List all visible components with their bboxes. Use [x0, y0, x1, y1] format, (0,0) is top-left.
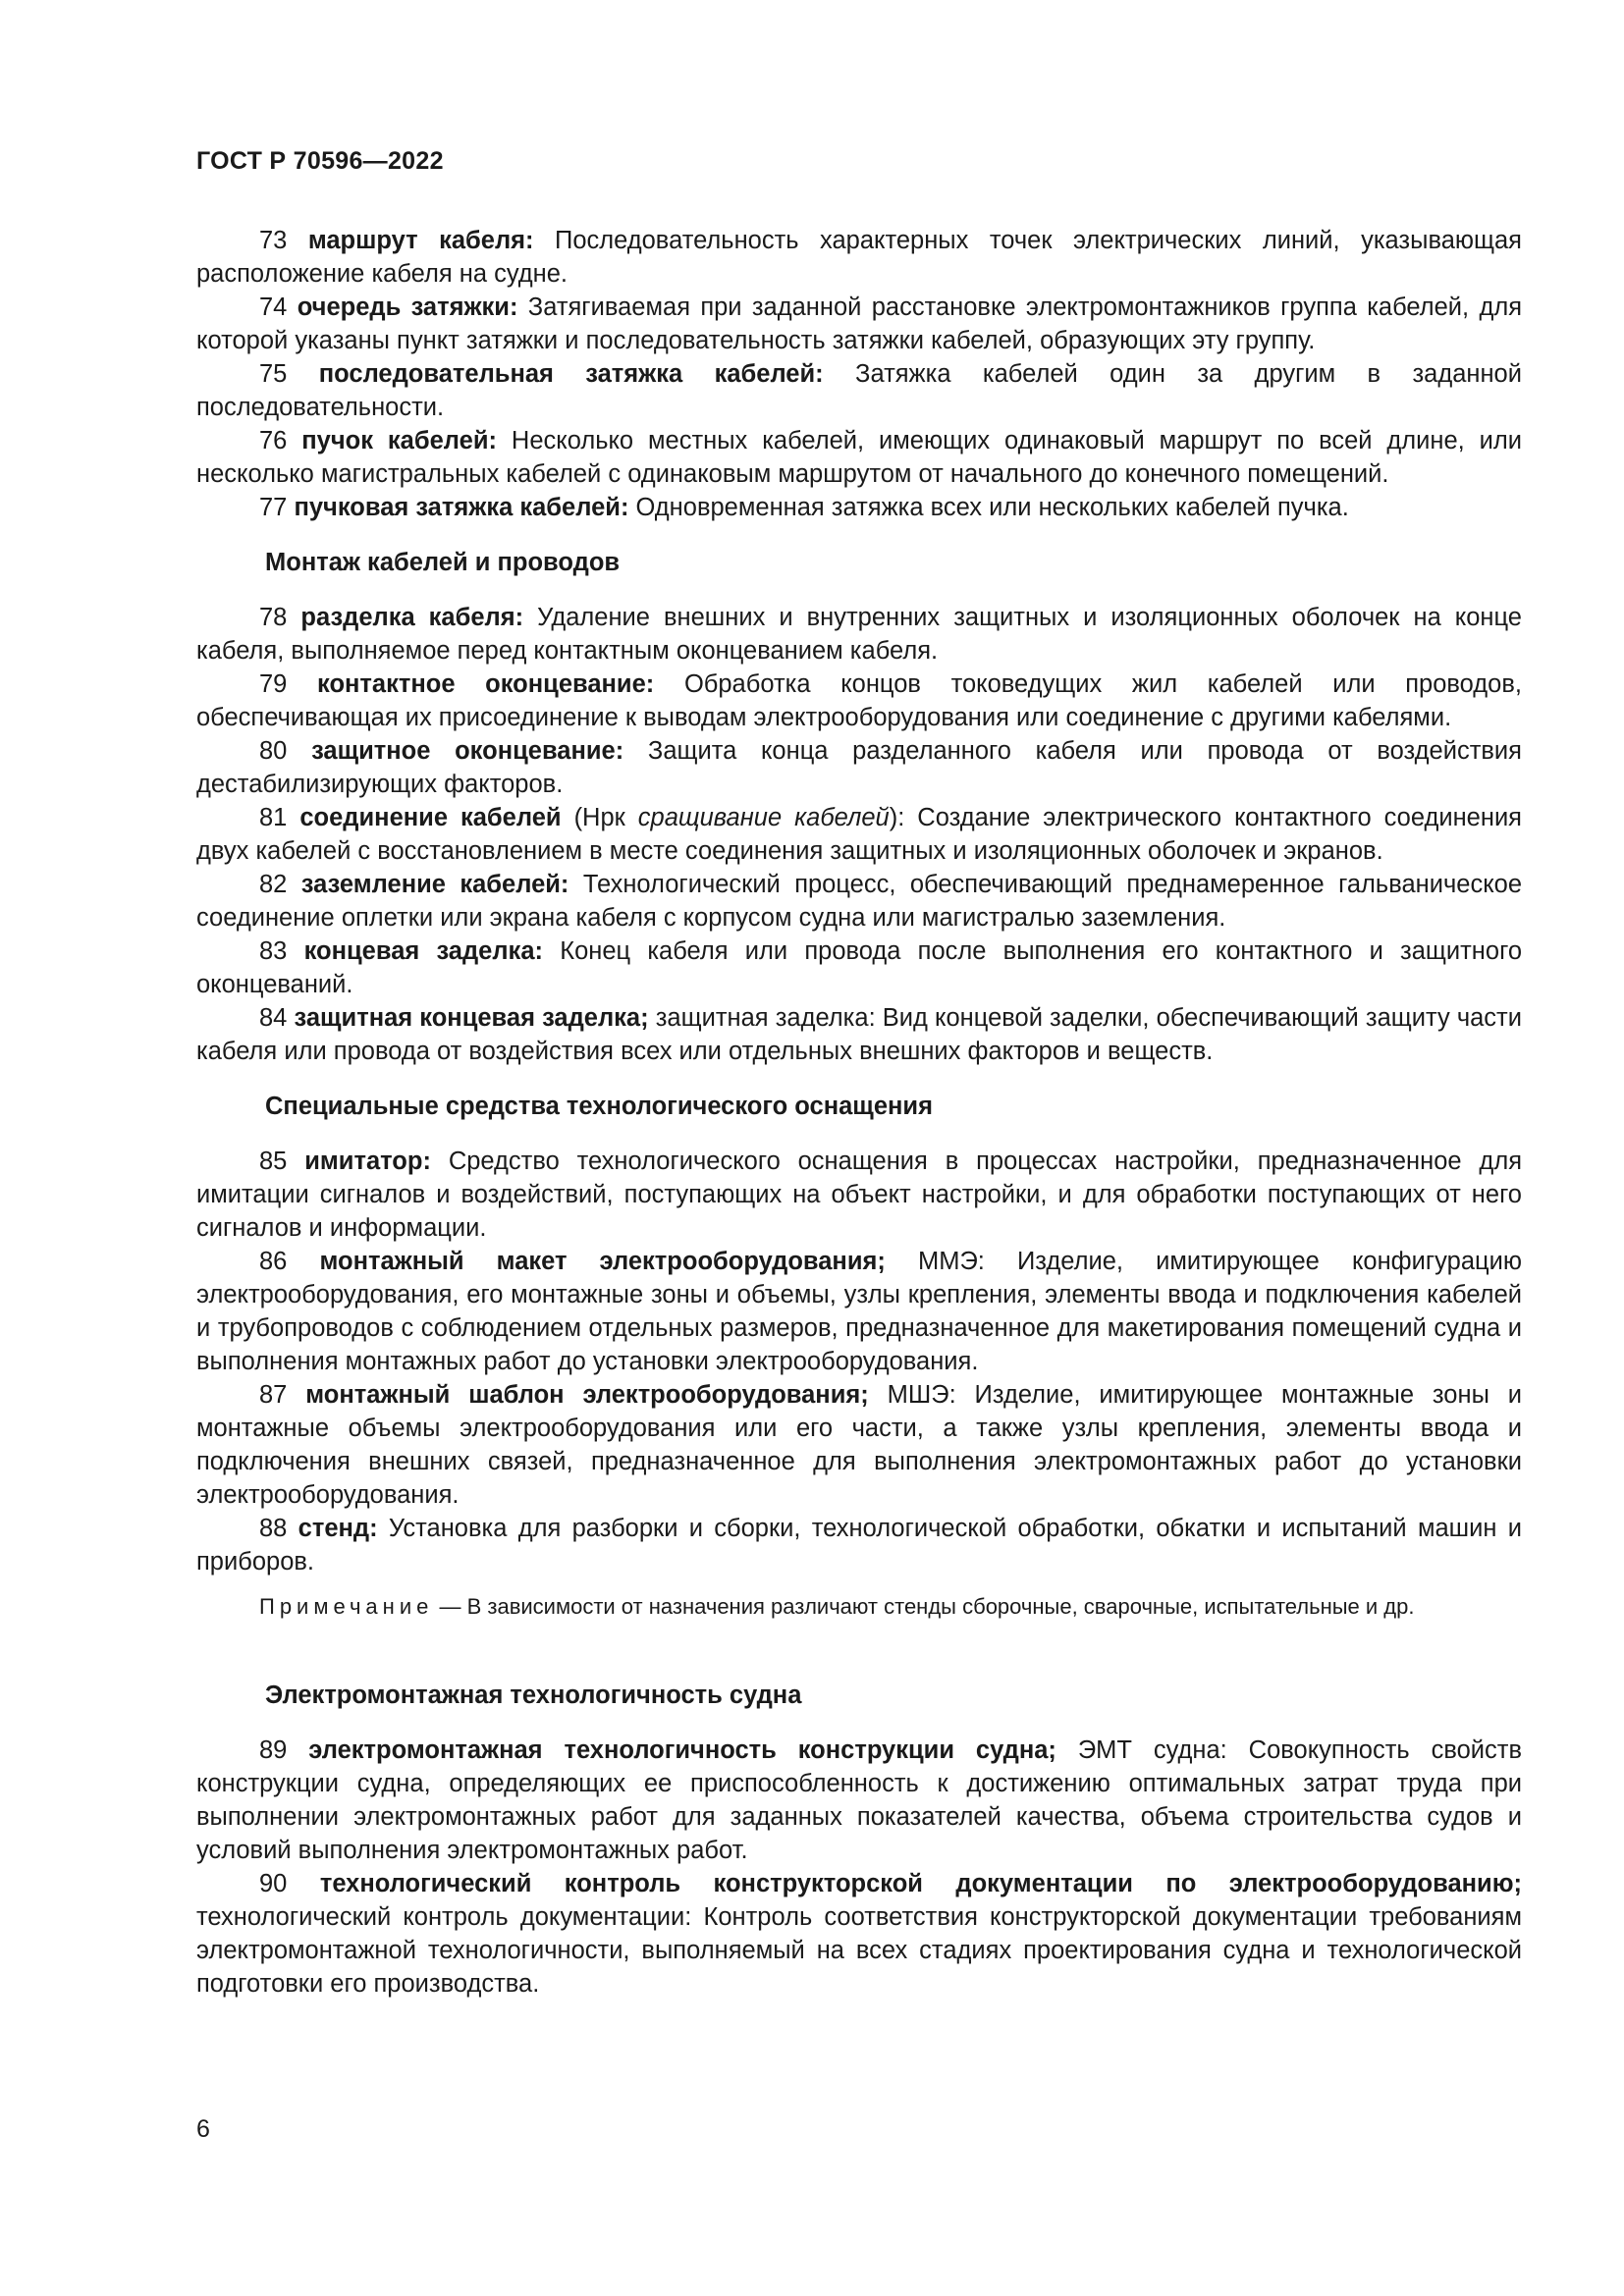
section-heading-cable-mounting: Монтаж кабелей и проводов — [265, 549, 621, 576]
section-heading-special-equipment: Специальные средства технологического оснащения — [265, 1093, 933, 1120]
term-entry-74: 74 очередь затяжки: Затягиваемая при заданной расстановке электромонтажников группа кабелей, для которой указаны пункт затяжки и последовательность затяжки кабелей, образующих эту группу. — [196, 294, 1523, 354]
term-entry-76: 76 пучок кабелей: Несколько местных кабелей, имеющих одинаковый маршрут по всей длине, или несколько магистральных кабелей с одинаковым маршрутом от начального до конечного помещений. — [196, 427, 1523, 488]
term-entry-87: 87 монтажный шаблон электрооборудования; МШЭ: Изделие, имитирующее монтажные зоны и монтажные объемы электрооборудования или его части, а также узлы крепления, элементы ввода и подключения внешних связей, предназначенное для выполнения электромонтажных работ до установки электрооборудования. — [196, 1381, 1522, 1509]
term-entry-77: 77 пучковая затяжка кабелей: Одновременная затяжка всех или нескольких кабелей пучка. — [259, 494, 1349, 521]
note-paragraph: Примечание — В зависимости от назначения различают стенды сборочные, сварочные, испытательные и др. — [259, 1594, 1415, 1619]
term-entry-84: 84 защитная концевая заделка; защитная заделка: Вид концевой заделки, обеспечивающий защиту части кабеля или провода от воздействия всех или отдельных внешних факторов и веществ. — [196, 1004, 1522, 1065]
term-entry-88: 88 стенд: Установка для разборки и сборки, технологической обработки, обкатки и испытаний машин и приборов. — [196, 1515, 1522, 1575]
page-number: 6 — [196, 2115, 210, 2143]
term-entry-89: 89 электромонтажная технологичность конструкции судна; ЭМТ судна: Совокупность свойств конструкции судна, определяющих ее приспособленность к достижению оптимальных затрат труда при выполнении электромонтажных работ для заданных показателей качества, объема строительства судов и условий выполнения электромонтажных работ. — [196, 1736, 1523, 1864]
term-entry-80: 80 защитное оконцевание: Защита конца разделанного кабеля или провода от воздействия дестабилизирующих факторов. — [196, 737, 1522, 798]
term-entry-82: 82 заземление кабелей: Технологический процесс, обеспечивающий преднамеренное гальваническое соединение оплетки или экрана кабеля с корпусом судна или магистралью заземления. — [196, 871, 1522, 932]
note-label: Примечание — [259, 1594, 434, 1619]
term-entry-75: 75 последовательная затяжка кабелей: Затяжка кабелей один за другим в заданной последовательности. — [196, 360, 1522, 421]
section-heading-ship-technology: Электромонтажная технологичность судна — [265, 1682, 802, 1709]
term-entry-90: 90 технологический контроль конструкторской документации по электрооборудованию; технологический контроль документации: Контроль соответствия конструкторской документации требованиям электромонтажной технологичности, выполняемый на всех стадиях проектирования судна и технологической подготовки его производства. — [196, 1870, 1522, 1998]
term-entry-85: 85 имитатор: Средство технологического оснащения в процессах настройки, предназначенное для имитации сигналов и воздействий, поступающих на объект настройки, и для обработки поступающих от него сигналов и информации. — [196, 1148, 1523, 1242]
document-body — [196, 224, 1522, 2001]
term-entry-83: 83 концевая заделка: Конец кабеля или провода после выполнения его контактного и защитного оконцеваний. — [196, 937, 1522, 998]
term-entry-86: 86 монтажный макет электрооборудования; ММЭ: Изделие, имитирующее конфигурацию электрооборудования, его монтажные зоны и объемы, узлы крепления, элементы ввода и подключения кабелей и трубопроводов с соблюдением отдельных размеров, предназначенное для макетирования помещений судна и выполнения монтажных работ до установки электрооборудования. — [196, 1248, 1522, 1375]
term-entry-73: 73 маршрут кабеля: Последовательность характерных точек электрических линий, указывающая расположение кабеля на судне. — [196, 227, 1522, 288]
term-entry-79: 79 контактное оконцевание: Обработка концов токоведущих жил кабелей или проводов, обеспечивающая их присоединение к выводам электрооборудования или соединение с другими кабелями. — [196, 670, 1523, 731]
document-code: ГОСТ Р 70596—2022 — [196, 147, 444, 175]
term-entry-81: 81 соединение кабелей (Нрк сращивание кабелей): Создание электрического контактного соединения двух кабелей с восстановлением в месте соединения защитных и изоляционных оболочек и экранов. — [196, 804, 1522, 865]
term-entry-78: 78 разделка кабеля: Удаление внешних и внутренних защитных и изоляционных оболочек на конце кабеля, выполняемое перед контактным оконцеванием кабеля. — [196, 604, 1522, 665]
